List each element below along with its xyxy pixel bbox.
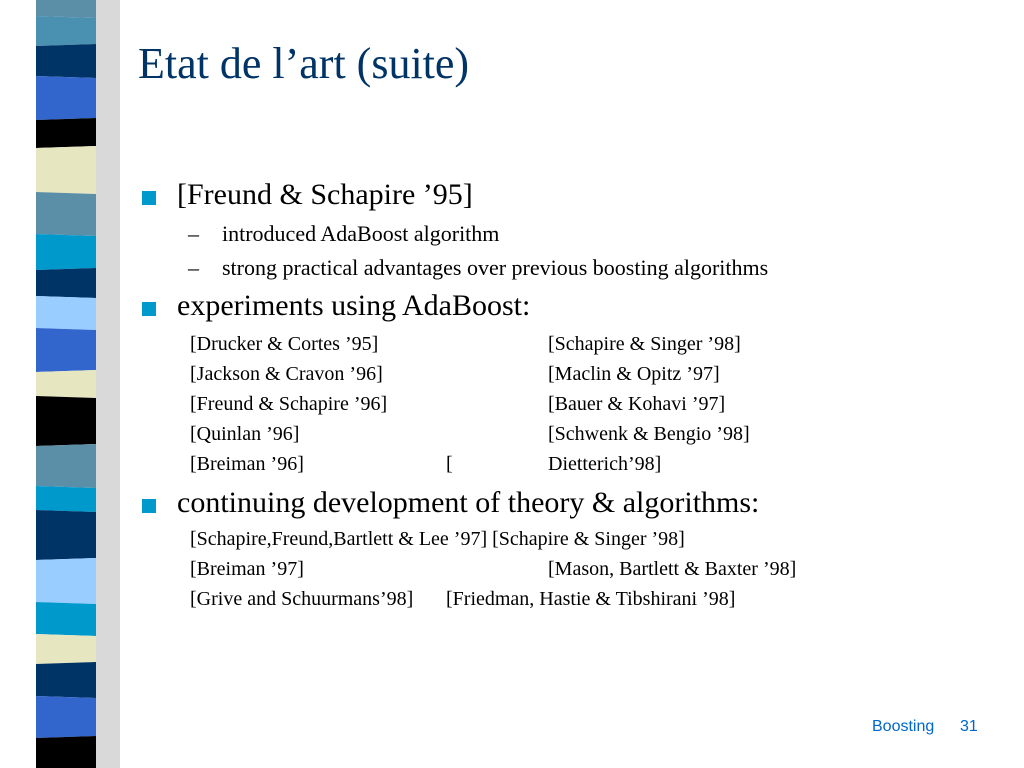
- reference: [Schapire & Singer ’98]: [548, 333, 741, 355]
- dash-icon: –: [188, 255, 199, 280]
- reference: [Breiman ’96]: [190, 453, 304, 475]
- reference: [Jackson & Cravon ’96]: [190, 363, 383, 385]
- decorative-side-band: [0, 0, 120, 768]
- reference: [Grive and Schuurmans’98]: [190, 588, 414, 610]
- slide-title: Etat de l’art (suite): [138, 39, 470, 88]
- reference: [Schwenk & Bengio ’98]: [548, 423, 750, 445]
- reference: [Bauer & Kohavi ’97]: [548, 393, 726, 415]
- band-stripes: [36, 0, 96, 768]
- bullet-text: [Freund & Schapire ’95]: [177, 178, 473, 211]
- reference: [Breiman ’97]: [190, 558, 304, 580]
- reference: [Schapire,Freund,Bartlett & Lee ’97] [Schapire & Singer ’98]: [190, 528, 685, 550]
- footer-label: Boosting: [872, 718, 935, 735]
- reference: [Freund & Schapire ’96]: [190, 393, 388, 415]
- reference: [Friedman, Hastie & Tibshirani ’98]: [446, 588, 736, 610]
- reference: [Maclin & Opitz ’97]: [548, 363, 720, 385]
- bullet-square-icon: [142, 302, 156, 316]
- dash-icon: –: [188, 221, 199, 246]
- sub-item: introduced AdaBoost algorithm: [222, 221, 500, 246]
- reference: [Mason, Bartlett & Baxter ’98]: [548, 558, 797, 580]
- bullet-text: experiments using AdaBoost:: [177, 289, 531, 322]
- band-shadow: [96, 0, 120, 768]
- sub-item: strong practical advantages over previous boosting algorithms: [222, 255, 769, 280]
- reference: [Drucker & Cortes ’95]: [190, 333, 379, 355]
- page-number: 31: [960, 718, 978, 735]
- bullet-square-icon: [142, 499, 156, 513]
- bullet-square-icon: [142, 191, 156, 205]
- reference-bracket: [: [446, 453, 453, 475]
- bullet-text: continuing development of theory & algorithms:: [177, 486, 760, 519]
- reference: [Quinlan ’96]: [190, 423, 300, 445]
- reference: Dietterich’98]: [548, 453, 662, 475]
